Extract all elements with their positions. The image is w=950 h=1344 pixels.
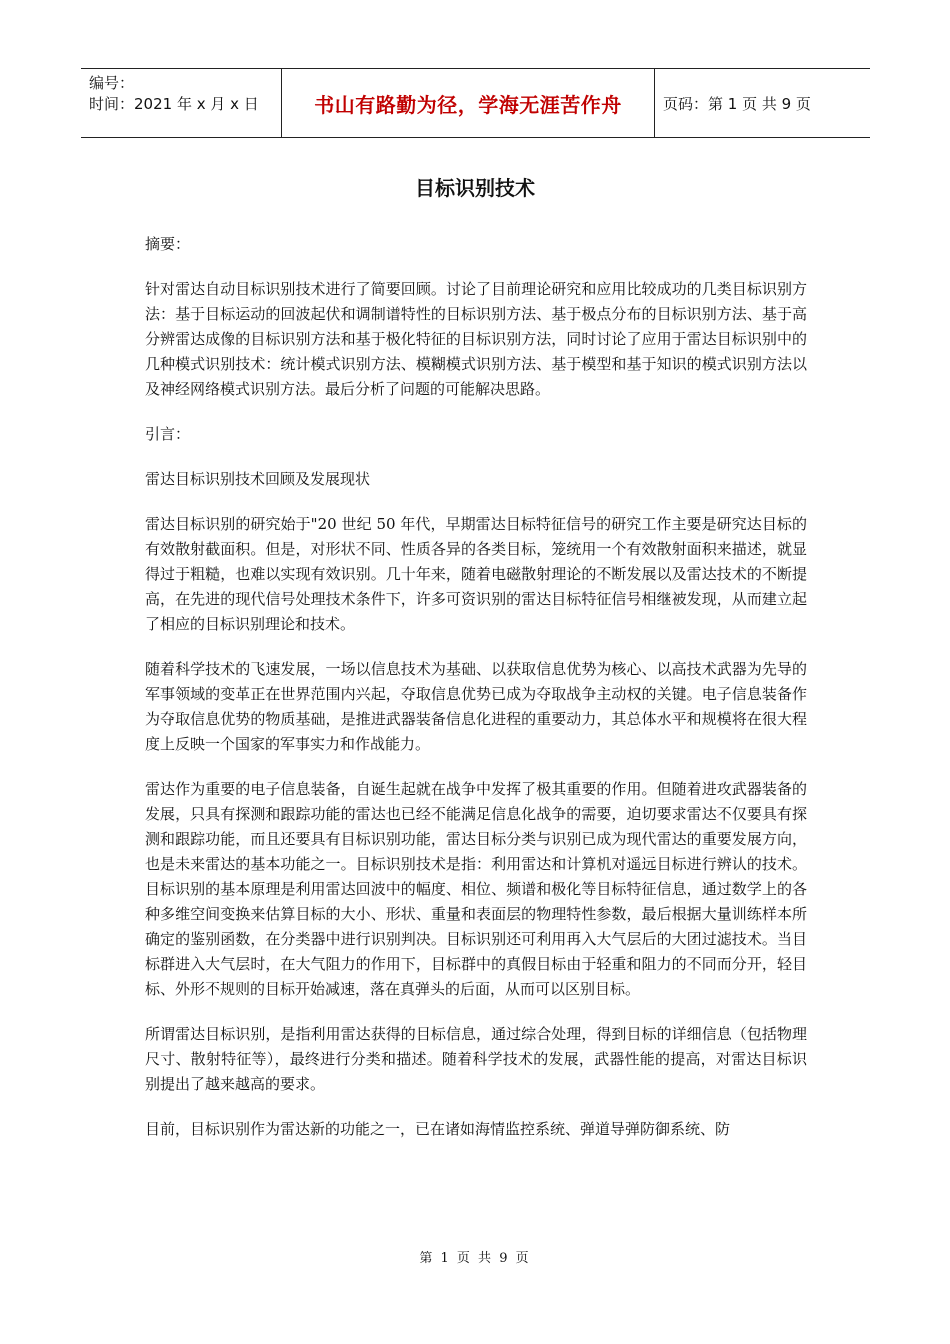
abstract-heading: 摘要： xyxy=(145,235,191,253)
body-paragraph: 目前，目标识别作为雷达新的功能之一，已在诸如海情监控系统、弹道导弹防御系统、防 xyxy=(145,1120,731,1138)
header-page-info: 页码：第 1 页 共 9 页 xyxy=(663,94,811,113)
document-number-label: 编号： xyxy=(89,74,135,92)
intro-heading: 引言： xyxy=(145,425,191,443)
document-body xyxy=(145,232,807,1162)
body-paragraph: 雷达作为重要的电子信息装备，自诞生起就在战争中发挥了极其重要的作用。但随着进攻武器装备的发展，只具有探测和跟踪功能的雷达也已经不能满足信息化战争的需要，迫切要求雷达不仅要具有探测和跟踪功能，而且还要具有目标识别功能，雷达目标分类与识别已成为现代雷达的重要发展方向，也是未来雷达的基本功能之一。目标识别技术是指：利用雷达和计算机对遥远目标进行辨认的技术。目标识别的基本原理是利用雷达回波中的幅度、相位、频谱和极化等目标特征信息，通过数学上的各种多维空间变换来估算目标的大小、形状、重量和表面层的物理特性参数，最后根据大量训练样本所确定的鉴别函数，在分类器中进行识别判决。目标识别还可利用再入大气层后的大团过滤技术。当目标群进入大气层时，在大气阻力的作用下，目标群中的真假目标由于轻重和阻力的不同而分开，轻目标、外形不规则的目标开始减速，落在真弹头的后面，从而可以区别目标。 xyxy=(145,780,807,998)
body-paragraph: 随着科学技术的飞速发展，一场以信息技术为基础、以获取信息优势为核心、以高技术武器为先导的军事领域的变革正在世界范围内兴起，夺取信息优势已成为夺取战争主动权的关键。电子信息装备作为夺取信息优势的物质基础，是推进武器装备信息化进程的重要动力，其总体水平和规模将在很大程度上反映一个国家的军事实力和作战能力。 xyxy=(145,660,807,753)
document-title: 目标识别技术 xyxy=(415,176,535,200)
header-motto: 书山有路勤为径，学海无涯苦作舟 xyxy=(281,69,655,137)
body-paragraph: 所谓雷达目标识别，是指利用雷达获得的目标信息，通过综合处理，得到目标的详细信息（包括物理尺寸、散射特征等），最终进行分类和描述。随着科学技术的发展，武器性能的提高，对雷达目标识别提出了越来越高的要求。 xyxy=(145,1025,807,1093)
page-footer: 第 1 页 共 9 页 xyxy=(419,1251,531,1266)
document-header xyxy=(81,68,870,138)
document-date-label: 时间：2021 年 x 月 x 日 xyxy=(89,95,259,113)
section-heading: 雷达目标识别技术回顾及发展现状 xyxy=(145,470,371,488)
header-meta xyxy=(81,69,281,137)
body-paragraph: 雷达目标识别的研究始于"20 世纪 50 年代，早期雷达目标特征信号的研究工作主要是研究达目标的有效散射截面积。但是，对形状不同、性质各异的各类目标，笼统用一个有效散射面积来描述，就显得过于粗糙，也难以实现有效识别。几十年来，随着电磁散射理论的不断发展以及雷达技术的不断提高，在先进的现代信号处理技术条件下，许多可资识别的雷达目标特征信号相继被发现，从而建立起了相应的目标识别理论和技术。 xyxy=(145,515,807,633)
abstract-paragraph: 针对雷达自动目标识别技术进行了简要回顾。讨论了目前理论研究和应用比较成功的几类目标识别方法：基于目标运动的回波起伏和调制谱特性的目标识别方法、基于极点分布的目标识别方法、基于高分辨雷达成像的目标识别方法和基于极化特征的目标识别方法，同时讨论了应用于雷达目标识别中的几种模式识别技术：统计模式识别方法、模糊模式识别方法、基于模型和基于知识的模式识别方法以及神经网络模式识别方法。最后分析了问题的可能解决思路。 xyxy=(145,280,807,398)
